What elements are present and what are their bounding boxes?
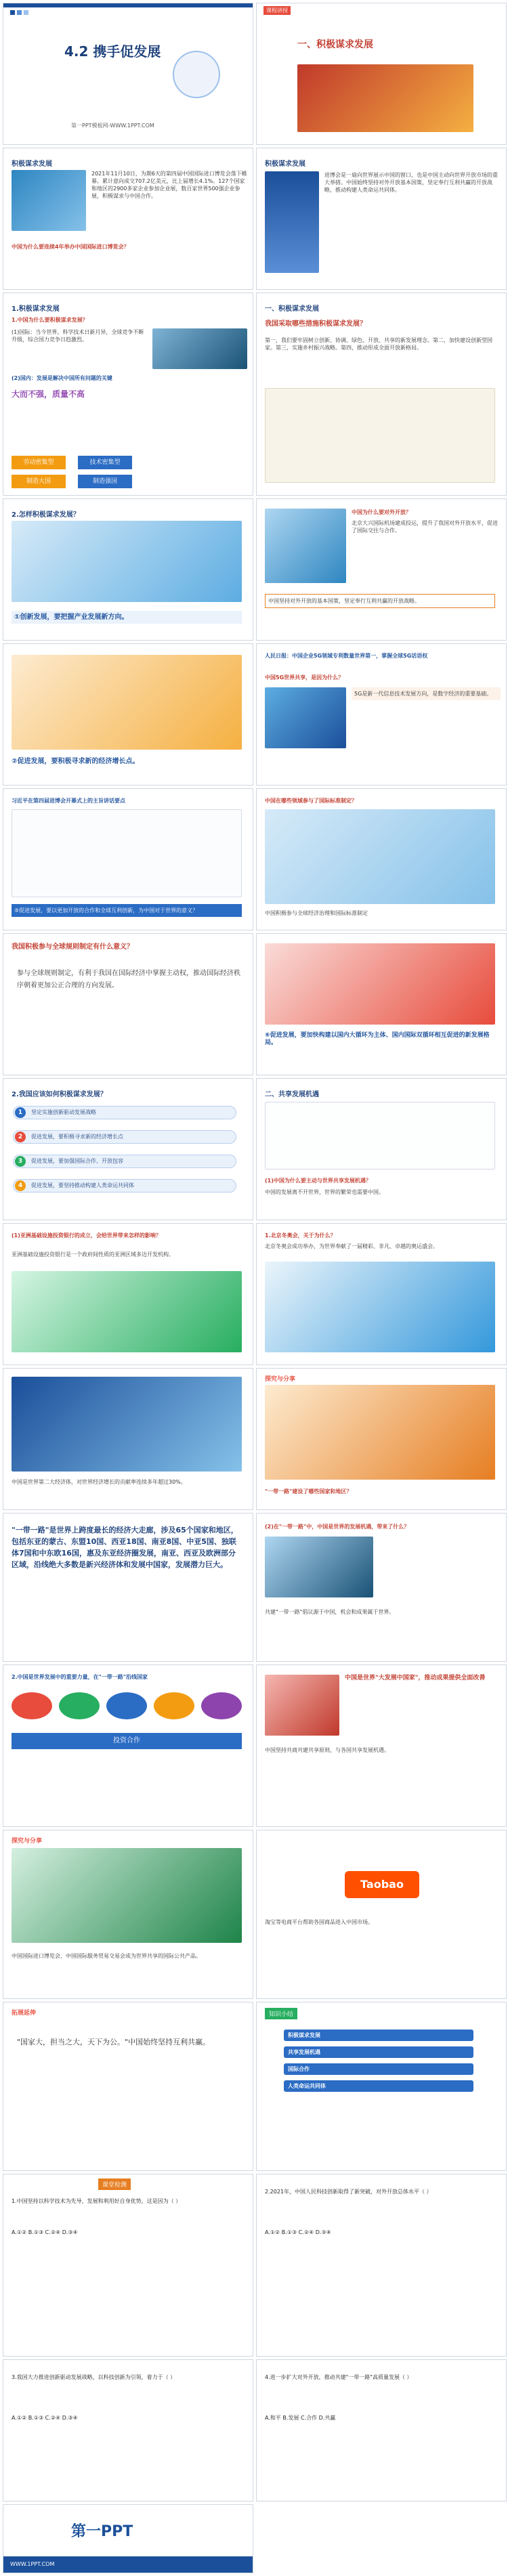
- slide-23: [3, 1665, 253, 1827]
- slide-12: [256, 788, 507, 930]
- slide-6: [256, 293, 507, 496]
- question-4: 4.进一步扩大对外开放，推动共建"一带一路"高质量发展（ ）: [265, 2374, 412, 2380]
- section-heading: 一、积极谋求发展: [297, 39, 373, 50]
- slide-2: [256, 3, 507, 145]
- options-1: A.①② B.①③ C.②④ D.③④: [12, 2229, 78, 2235]
- section-title: 探究与分享: [12, 1838, 43, 1845]
- slide-27: [3, 2002, 253, 2171]
- train-photo: [265, 1537, 373, 1597]
- question-2: 2.2021年，中国人民科技创新取得了新突破，对外开放总体水平（ ）: [265, 2189, 432, 2195]
- slide-19: [3, 1368, 253, 1510]
- slide-28: [256, 2002, 507, 2171]
- slide-title: 4.2 携手促发展: [64, 43, 161, 60]
- brand-text: 第一PPT: [71, 2523, 133, 2540]
- question-text: (2)在"一带一路"中，中国是世界的发展机遇，带来了什么？: [265, 1524, 410, 1530]
- slide-4: [256, 148, 507, 290]
- quote-text: "国家大，担当之大，天下为公。"中国始终坚持互利共赢。: [17, 2038, 211, 2046]
- question-text: 习近平在第四届进博会开幕式上的主旨讲话要点: [12, 798, 125, 804]
- slide-18: [256, 1223, 507, 1365]
- question-text: 我国采取哪些措施积极谋求发展？: [265, 320, 366, 328]
- slide-11: [3, 788, 253, 930]
- summary-item: 共享发展机遇: [284, 2046, 473, 2058]
- economy-photo: [12, 1377, 242, 1472]
- tech-photo: [12, 521, 242, 602]
- summary-item: 积极谋求发展: [284, 2030, 473, 2041]
- slide-8: [256, 498, 507, 641]
- question-1: 1.中国为什么要积极谋求发展？: [12, 317, 88, 323]
- answer-text: 亚洲基础设施投资银行是一个政府间性质的亚洲区域多边开发机构。: [12, 1251, 174, 1258]
- bank-photo: [12, 1271, 242, 1352]
- mind-map: [265, 1102, 495, 1169]
- answer-text: 中国国际进口博览会、中国国际服务贸易交易会成为世界共享的国际公共产品。: [12, 1953, 201, 1959]
- point-3: 3 促进发展，要加强国际合作、开放包容: [13, 1155, 236, 1168]
- answer-text: 中国的发展离不开世界，世界的繁荣也需要中国。: [265, 1189, 384, 1195]
- slide-13: [3, 933, 253, 1075]
- question-text: 中国在哪些领域参与了国际标准制定？: [265, 798, 357, 804]
- section-title: 拓展延伸: [12, 2010, 37, 2017]
- airport-photo: [265, 509, 346, 583]
- footer-bar: WWW.1PPT.COM: [3, 2556, 253, 2573]
- box-maker: 制造大国: [12, 475, 66, 488]
- options-4: A.和平 B.发展 C.合作 D.共赢: [265, 2415, 336, 2421]
- section-title: 课堂检测: [98, 2178, 131, 2190]
- slide-7: [3, 498, 253, 641]
- speech-photo: [12, 809, 242, 897]
- answer-text: 淘宝等电商平台帮助各国商品进入中国市场。: [265, 1919, 373, 1925]
- slide-label: 2.怎样积极谋求发展？: [12, 511, 80, 519]
- answer-text: 进博会是一扇向世界展示中国的窗口，也是中国主动向世界开放市场的重大举措。中国始终坚持对外开放基本国策，坚定奉行互利共赢的开放战略，推动构建人类命运共同体。: [324, 172, 498, 193]
- market-photo: [265, 1675, 339, 1736]
- hall-photo: [297, 64, 473, 132]
- answer-text: 第一，我们要牢固树立创新、协调、绿色、开放、共享的新发展理念。第二，加快建设创新型国家。第三，实施乡村振兴战略。第四，推动形成全面开放新格局。: [265, 337, 492, 351]
- news-line: 人民日报：中国企业5G领域专利数量世界第一，掌握全球5G话语权: [265, 653, 428, 659]
- slide-14: [256, 933, 507, 1075]
- answer-text: ①创新发展，要把握产业发展新方向。: [12, 611, 242, 624]
- policy-box: 中国坚持对外开放的基本国策，坚定奉行互利共赢的开放战略。: [265, 594, 495, 608]
- poem-text: 参与全球规则制定，有利于我国在国际经济中掌握主动权，推动国际经济秩序朝着更加公正合理的方向发展。: [17, 970, 240, 989]
- slide-33: [3, 2504, 253, 2573]
- airport-text: 北京大兴国际机场建成投运，提升了我国对外开放水平，促进了国际交往与合作。: [352, 520, 498, 534]
- question-text: (1)亚洲基础设施投资银行的成立，会给世界带来怎样的影响？: [12, 1232, 161, 1239]
- slide-10: [256, 643, 507, 786]
- slide-label: 1.积极谋求发展: [12, 305, 60, 313]
- slide-21: [3, 1513, 253, 1662]
- slide-3: [3, 148, 253, 290]
- answer-text: ⑤促进发展，要以更加开放的合作和全球互利创新，为中国对于世界的意义？: [12, 904, 242, 917]
- question-text: 中国5G世界共享，是因为什么？: [265, 674, 344, 681]
- slide-9: [3, 643, 253, 786]
- options-2: A.①② B.①③ C.②④ D.③④: [265, 2229, 331, 2235]
- point-1: 1 坚定实施创新驱动发展战略: [13, 1106, 236, 1119]
- slide-20: [256, 1368, 507, 1510]
- answer-text: ⑥促进发展，要加快构建以国内大循环为主体、国内国际双循环相互促进的新发展格局。: [265, 1032, 490, 1046]
- slide-26: [256, 1830, 507, 1999]
- olympic-photo: [265, 1262, 495, 1352]
- tag-label: 课程讲授: [263, 6, 291, 15]
- answer-text: ②促进发展，要积极寻求新的经济增长点。: [12, 758, 140, 765]
- slide-25: [3, 1830, 253, 1999]
- slide-29: [3, 2174, 253, 2357]
- slide-31: [3, 2359, 253, 2502]
- slide-5: [3, 293, 253, 496]
- question-1: 1.中国坚持以科学技术为先导，发展和利用好自身优势，这是因为（ ）: [12, 2198, 182, 2204]
- beltroad-text: "一带一路"是世界上跨度最长的经济大走廊，涉及65个国家和地区，包括东亚的蒙古、东盟10国、西亚18国、南亚8国、中亚5国、独联体7国和中东欧16国，惠及东亚经济圈发展，南亚、西亚及欧洲部分区域，沿线绝大多数是新兴经济体和发展中国家，发展潜力巨大。: [12, 1526, 238, 1569]
- logo-icon: [173, 51, 220, 98]
- answer-1: (1)国际：当今世界，科学技术日新月异，全球竞争不断升级，综合国力竞争日趋激烈。: [12, 329, 144, 343]
- big-text: 大而不强，质量不高: [12, 389, 85, 399]
- question-text: (1)中国为什么要主动与世界共享发展机遇？: [265, 1178, 371, 1184]
- slide-22: [256, 1513, 507, 1662]
- summary-item: 人类命运共同体: [284, 2080, 473, 2092]
- question-text: 中国为什么要连续4年举办中国国际进口博览会？: [12, 244, 129, 250]
- section-title: 知识小结: [265, 2008, 297, 2019]
- slide-1: [3, 3, 253, 145]
- slide-15: [3, 1078, 253, 1220]
- taobao-logo: Taobao: [345, 1871, 419, 1898]
- answer-text: 中国是世界第二大经济体，对世界经济增长的贡献率连续多年超过30%。: [12, 1479, 186, 1485]
- cycle-photo: [265, 943, 495, 1025]
- point-2: 2 促进发展，要积极寻求新的经济增长点: [13, 1130, 236, 1144]
- expo-text: 2021年11月10日，为期6天的第四届中国国际进口博览会落下帷幕。累计意向成交707.2亿美元，比上届增长4.1%。127个国家和地区的2900多家企业参加企业展，数百家世界500强企业参展，积极谋求与中国合作。: [91, 171, 247, 199]
- slide-30: [256, 2174, 507, 2357]
- question-text: 2.中国是世界发展中的重要力量，在"一带一路"沿线国家: [12, 1674, 148, 1680]
- beltroad-map: [265, 1385, 495, 1480]
- red-text: 中国是世界"大发展中国家"，推动成果提供全面改善: [345, 1675, 486, 1681]
- slide-label: 积极谋求发展: [12, 160, 52, 168]
- question-text: 我国积极参与全球规则制定有什么意义？: [12, 943, 133, 951]
- slide-32: [256, 2359, 507, 2502]
- slide-label: 二、共享发展机遇: [265, 1091, 319, 1098]
- summary-item: 国际合作: [284, 2063, 473, 2075]
- slide-17: [3, 1223, 253, 1365]
- options-3: A.①② B.①③ C.②④ D.③④: [12, 2415, 78, 2421]
- standard-text: 中国积极参与全球经济治理和国际标准制定: [265, 910, 368, 916]
- flag-row: [12, 1692, 242, 1719]
- point-4: 4 促进发展，要坚持推动构建人类命运共同体: [13, 1179, 236, 1193]
- 5g-box: 5G是新一代信息技术发展方向，是数字经济的重要基础。: [352, 687, 501, 700]
- robots-photo: [12, 655, 242, 750]
- box-strong: 制造强国: [78, 475, 132, 488]
- 5g-photo: [265, 687, 346, 748]
- slide-bar: [3, 3, 253, 7]
- box-labor: 劳动密集型: [12, 456, 66, 469]
- answer-text: 北京冬奥会成功举办，为世界奉献了一届精彩、非凡、卓越的奥运盛会。: [265, 1243, 438, 1249]
- import-photo: [12, 1848, 242, 1943]
- site-text: 第一PPT模板网-WWW.1PPT.COM: [71, 123, 154, 129]
- question-3: 3.我国大力推进创新驱动发展战略，以科技创新为引领，着力于（ ）: [12, 2374, 176, 2380]
- standard-photo: [265, 809, 495, 904]
- decor-dots: [10, 10, 28, 15]
- answer-text: 共建"一带一路"倡议源于中国，机会和成果属于世界。: [265, 1609, 395, 1615]
- summary-list: [284, 2030, 473, 2092]
- lab-photo: [152, 328, 247, 369]
- expo-photo: [12, 170, 86, 231]
- slide-16: [256, 1078, 507, 1220]
- section-title: 探究与分享: [265, 1376, 296, 1383]
- question-text: 中国为什么要对外开放？: [352, 509, 411, 515]
- banner-text: 投资合作: [12, 1733, 242, 1749]
- question-text: 1.北京冬奥会，关于为什么？: [265, 1232, 336, 1239]
- slide-label: 一、积极谋求发展: [265, 305, 319, 313]
- question-2: (2)国内：发展是解决中国所有问题的关键: [12, 375, 112, 381]
- report-photo: [265, 388, 495, 483]
- panel-photo: [265, 171, 319, 273]
- question-text: "一带一路"建设了哪些国家和地区？: [265, 1488, 352, 1495]
- answer-text: 中国坚持共商共建共享原则，与各国共享发展机遇。: [265, 1747, 389, 1753]
- slide-label: 积极谋求发展: [265, 160, 305, 168]
- slide-24: [256, 1665, 507, 1827]
- slide-label: 2.我国应该如何积极谋求发展？: [12, 1091, 107, 1098]
- box-tech: 技术密集型: [78, 456, 132, 469]
